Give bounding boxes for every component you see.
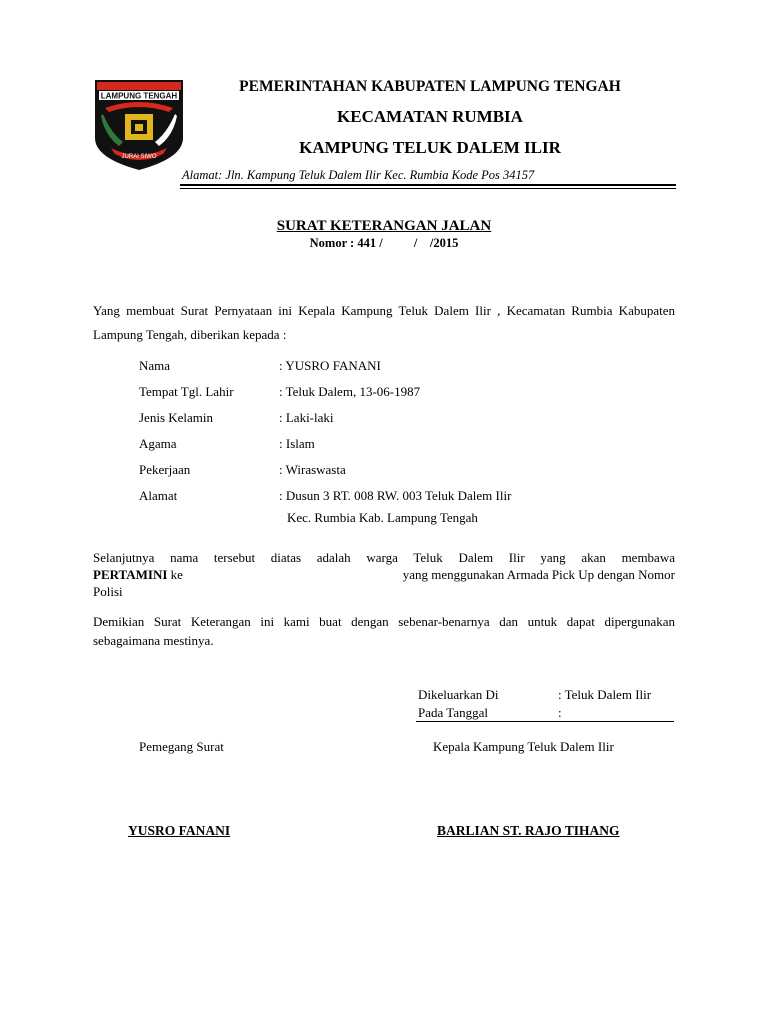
field-value-occupation: : Wiraswasta xyxy=(279,462,346,477)
holder-role: Pemegang Surat xyxy=(139,739,224,754)
letterhead-address: Alamat: Jln. Kampung Teluk Dalem Ilir Kec. Rumbia Kode Pos 34157 xyxy=(182,168,535,182)
holder-name: YUSRO FANANI xyxy=(128,823,231,838)
field-value-address: : Dusun 3 RT. 008 RW. 003 Teluk Dalem Ilir xyxy=(279,488,512,503)
body-line-2-a: ke xyxy=(167,567,183,582)
body-line-2-b: yang menggunakan Armada Pick Up dengan Nomor xyxy=(402,567,675,582)
body-line-1: Selanjutnya nama tersebut diatas adalah warga Teluk Dalem Ilir yang akan membawa xyxy=(93,550,675,565)
field-value-address-line2: Kec. Rumbia Kab. Lampung Tengah xyxy=(287,510,478,525)
issued-place-value: : Teluk Dalem Ilir xyxy=(558,687,652,702)
body-line-2 xyxy=(93,566,675,583)
field-label-address: Alamat xyxy=(139,488,178,503)
field-label-name: Nama xyxy=(139,358,171,373)
body-bold-word: PERTAMINI xyxy=(93,567,168,582)
field-label-birth: Tempat Tgl. Lahir xyxy=(139,384,234,399)
body-paragraph xyxy=(93,549,675,600)
svg-text:LAMPUNG TENGAH: LAMPUNG TENGAH xyxy=(100,91,178,101)
intro-paragraph: Yang membuat Surat Pernyataan ini Kepala Kampung Teluk Dalem Ilir , Kecamatan Rumbia Kabupaten Lampung Tengah, diberikan kepada : xyxy=(93,303,675,342)
issued-underline xyxy=(416,721,674,722)
field-value-name: : YUSRO FANANI xyxy=(279,358,381,373)
village-head-role: Kepala Kampung Teluk Dalem Ilir xyxy=(433,739,614,754)
letterhead-divider-thin xyxy=(180,188,676,189)
field-value-religion: : Islam xyxy=(279,436,315,451)
letterhead-district-line: KECAMATAN RUMBIA xyxy=(337,107,523,126)
issued-place-label: Dikeluarkan Di xyxy=(418,687,499,702)
issued-date-value: : xyxy=(558,705,562,720)
regency-emblem-logo xyxy=(93,78,185,172)
letterhead-divider-thick xyxy=(180,184,676,186)
field-value-gender: : Laki-laki xyxy=(279,410,334,425)
field-value-birth: : Teluk Dalem, 13-06-1987 xyxy=(279,384,421,399)
document-title: SURAT KETERANGAN JALAN xyxy=(276,218,492,234)
closing-paragraph: Demikian Surat Keterangan ini kami buat dengan sebenar-benarnya dan untuk dapat dipergunakan sebagaimana mestinya. xyxy=(93,614,675,648)
field-label-occupation: Pekerjaan xyxy=(139,462,191,477)
letterhead-government-line: PEMERINTAHAN KABUPATEN LAMPUNG TENGAH xyxy=(239,78,621,95)
letterhead-village-line: KAMPUNG TELUK DALEM ILIR xyxy=(299,138,561,157)
issued-date-label: Pada Tanggal xyxy=(418,705,488,720)
field-label-gender: Jenis Kelamin xyxy=(139,410,214,425)
body-line-3: Polisi xyxy=(93,584,123,599)
village-head-name: BARLIAN ST. RAJO TIHANG xyxy=(437,823,620,838)
svg-text:JURAI SIWO: JURAI SIWO xyxy=(121,154,157,160)
document-number: Nomor : 441 / / /2015 xyxy=(309,236,459,250)
field-label-religion: Agama xyxy=(139,436,177,451)
